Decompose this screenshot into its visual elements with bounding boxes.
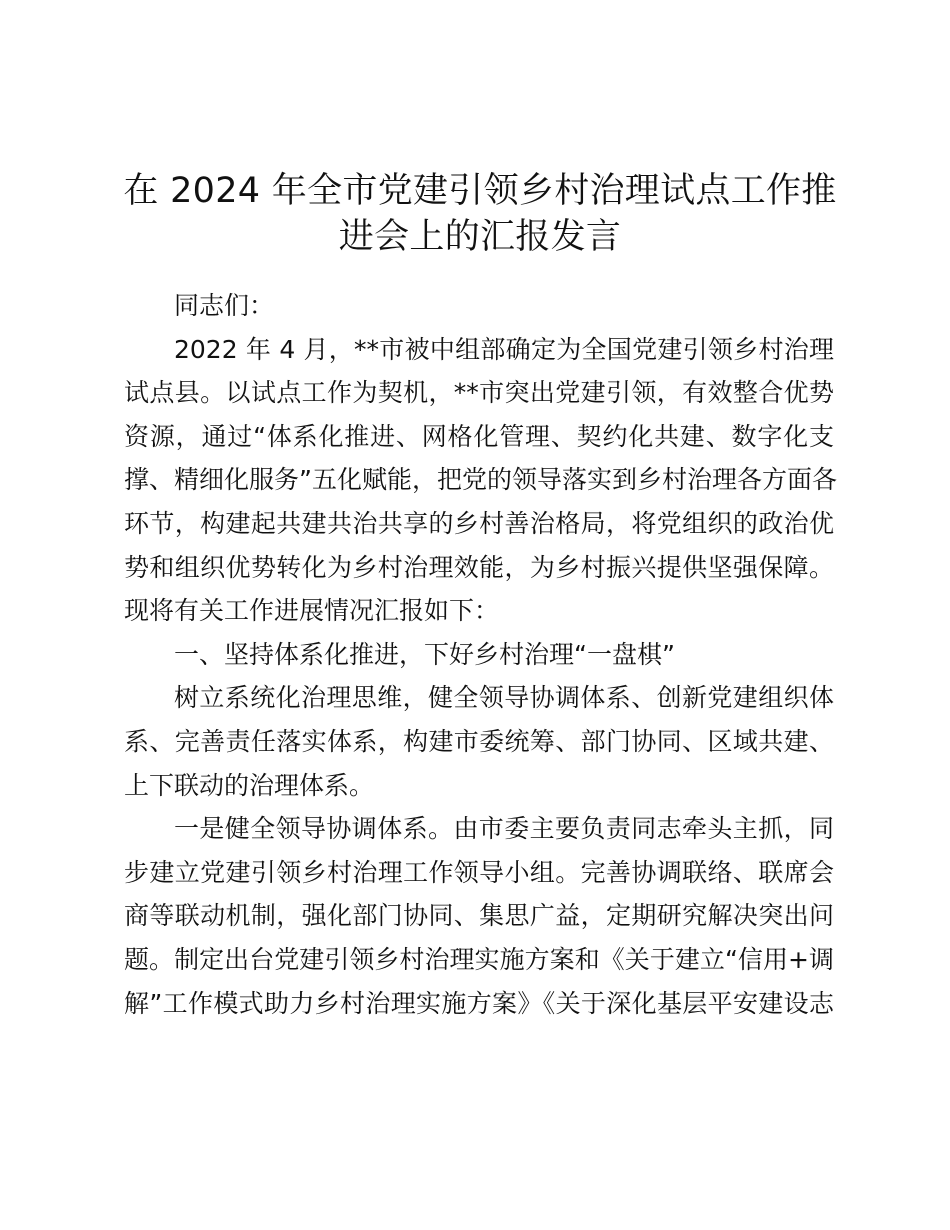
paragraph-line: 题。制定出台党建引领乡村治理实施方案和《关于建立“信用+调 [124, 944, 834, 974]
paragraph-line: 系、完善责任落实体系，构建市委统筹、部门协同、区域共建、 [124, 726, 834, 756]
paragraph-line: 步建立党建引领乡村治理工作领导小组。完善协调联络、联席会 [124, 857, 834, 887]
paragraph-line: 势和组织优势转化为乡村治理效能，为乡村振兴提供坚强保障。 [124, 552, 834, 582]
paragraph-line: 树立系统化治理思维，健全领导协调体系、创新党建组织体 [174, 683, 834, 713]
salutation: 同志们： [174, 291, 275, 320]
paragraph-line: 现将有关工作进展情况汇报如下： [124, 596, 500, 626]
paragraph-line: 撑、精细化服务”五化赋能，把党的领导落实到乡村治理各方面各 [124, 465, 837, 495]
paragraph-line: 商等联动机制，强化部门协同、集思广益，定期研究解决突出问 [124, 901, 834, 931]
paragraph-line: 解”工作模式助力乡村治理实施方案》《关于深化基层平安建设志 [124, 988, 834, 1018]
paragraph-line: 环节，构建起共建共治共享的乡村善治格局，将党组织的政治优 [124, 508, 834, 538]
document-title [100, 168, 860, 260]
document-body [124, 286, 837, 1027]
paragraph-line: 资源，通过“体系化推进、网格化管理、契约化共建、数字化支 [124, 421, 834, 451]
title-line: 在 2024 年全市党建引领乡村治理试点工作推 [123, 171, 837, 211]
title-line: 进会上的汇报发言 [338, 217, 622, 257]
paragraph-line: 试点县。以试点工作为契机，**市突出党建引领，有效整合优势 [124, 378, 834, 408]
section-heading: 一、坚持体系化推进，下好乡村治理“一盘棋” [174, 639, 675, 669]
paragraph-line: 一是健全领导协调体系。由市委主要负责同志牵头主抓，同 [174, 814, 834, 844]
paragraph-line: 2022 年 4 月，**市被中组部确定为全国党建引领乡村治理 [174, 334, 834, 364]
paragraph-line: 上下联动的治理体系。 [124, 770, 375, 800]
